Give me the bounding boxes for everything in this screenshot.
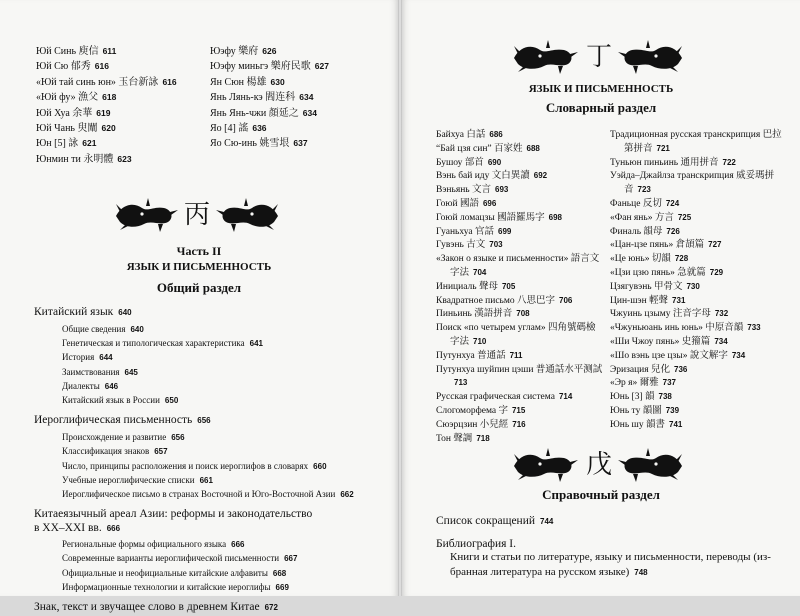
dict-entry [610, 363, 687, 377]
ref-section-title: Справочный раздел [542, 487, 660, 502]
index-entry-text: Юй Синь 庾信 [36, 46, 99, 57]
toc-sub-entry [62, 459, 327, 474]
dict-entry-cont-page: 704 [473, 268, 487, 277]
index-entry-page: 627 [314, 61, 329, 72]
toc-main-entry-text: Китаеязычный ареал Азии: реформы и законодательство [34, 508, 313, 521]
index-entry [36, 90, 116, 105]
dragon-ornament-bottom [510, 446, 686, 486]
dict-entry [610, 418, 682, 432]
dict-entry-text: Фаньце 反切 [610, 199, 662, 209]
index-entry-page: 618 [102, 92, 117, 103]
dict-entry [610, 197, 679, 211]
toc-main-entry [34, 412, 211, 429]
dict-entry [436, 211, 562, 225]
dict-entry [610, 294, 685, 308]
ornament-glyph: 戊 [586, 450, 613, 479]
toc-sub-entry-text: Общие сведения [62, 324, 126, 334]
dict-entry-text: «Чжуньюань инь юнь» 中原音韻 [610, 323, 744, 334]
dict-entry-page: 725 [677, 212, 692, 222]
index-entry-page: 626 [262, 46, 277, 56]
index-entry-page: 630 [270, 76, 285, 87]
toc-sub-entry-text: Китайский язык в России [62, 395, 160, 405]
dict-entry-page: 741 [669, 419, 683, 429]
dict-entry-page: 727 [708, 240, 722, 250]
dict-entry-page: 739 [665, 406, 680, 415]
dict-entry [610, 404, 679, 418]
dict-entry-cont-page: 713 [454, 378, 468, 388]
dict-entry [610, 321, 761, 335]
index-entry-page: 616 [94, 61, 109, 72]
dict-entry-text: «Цан-цзе пянь» 倉頡篇 [610, 240, 705, 251]
dict-entry [436, 252, 599, 266]
dict-entry [436, 225, 511, 239]
dict-entry-text: Тон 聲調 [436, 433, 473, 444]
dict-entry-cont [450, 335, 486, 349]
toc-sub-entry-text: История [62, 352, 95, 363]
abbrev-label: Список сокращений [436, 515, 536, 527]
dict-entry [610, 266, 723, 280]
dict-entry-text: Поиск «по четырем углам» 四角號碼檢 [436, 323, 596, 334]
dict-entry-text: Уэйда–Джайлза транскрипция 威妥瑪拼 [610, 171, 775, 182]
index-entry [210, 121, 267, 136]
dict-entry-page: 730 [686, 281, 700, 291]
abbrev-entry [436, 513, 553, 530]
index-entry-text: Янь Янь-чжи 顏延之 [210, 107, 299, 119]
dict-entry-cont [450, 376, 467, 390]
dict-entry [436, 404, 525, 418]
toc-sub-entry-text: Происхождение и развитие [62, 432, 167, 443]
dict-entry-page: 708 [516, 309, 530, 319]
index-entry-page: 621 [82, 138, 97, 149]
toc-sub-entry [62, 336, 263, 351]
dict-entry-text: Туньюн пиньинь 通用拼音 [610, 157, 719, 168]
index-entry-page: 623 [117, 153, 132, 164]
part-title: Часть II [176, 244, 222, 258]
index-entry-text: Янь Лянь-кэ 閻连科 [210, 92, 296, 104]
dict-entry-page: 714 [558, 392, 573, 402]
dict-entry-cont [450, 266, 486, 280]
dict-entry-text: «Шо вэнь цзе цзы» 說文解字 [610, 350, 728, 361]
dict-entry [610, 128, 782, 142]
dict-entry [610, 390, 672, 404]
dict-entry [610, 307, 728, 321]
toc-sub-entry-page: 669 [275, 582, 289, 592]
dict-entry-text: Путунхуа 普通話 [436, 350, 506, 361]
dict-entry-text: «Це юнь» 切韻 [610, 254, 671, 265]
index-entry-text: Юэфу 樂府 [210, 46, 259, 57]
dict-entry-text: Путунхуа шуйпин цэши 普通話水平测試 [436, 364, 603, 375]
biblio-line-2: бранная литература на русском языке) [450, 566, 630, 578]
dict-entry [436, 294, 572, 308]
ornament-glyph: 丁 [586, 42, 613, 71]
toc-sub-entry-text: Классификация знаков [62, 446, 150, 457]
dict-entry-page: 724 [665, 199, 680, 208]
dict-entry-cont-page: 723 [637, 185, 651, 195]
index-entry-text: Яо Сю-инь 姚雪垠 [210, 138, 290, 150]
dict-entry [436, 390, 572, 404]
dict-entry-page: 736 [674, 364, 688, 374]
left-page [0, 0, 398, 613]
toc-sub-entry [62, 566, 286, 581]
toc-main-entry-text: Иероглифическая письменность [34, 414, 193, 427]
dict-entry-text: Гоюй ломацзы 國語羅馬字 [436, 212, 545, 223]
dict-entry-page: 716 [512, 419, 526, 429]
toc-sub-entry [62, 537, 245, 552]
index-entry [210, 44, 276, 59]
dict-entry [610, 238, 721, 252]
dict-entry-text: Гуаньхуа 官話 [436, 226, 494, 237]
dict-entry [610, 225, 680, 239]
toc-sub-entry [62, 430, 185, 445]
toc-main-entry-cont-page: 666 [106, 524, 121, 534]
dict-entry-page: 738 [658, 392, 672, 402]
index-entry [210, 106, 317, 121]
dragon-ornament-left [112, 196, 282, 236]
dict-entry-page: 688 [526, 143, 540, 153]
toc-sub-entry-text: Иероглифическое письмо в странах Восточной и Юго-Восточной Азии [62, 489, 336, 499]
dict-entry-text: «Эр я» 爾雅 [610, 378, 659, 389]
dict-entry-cont-text: 第拼音 [624, 143, 653, 154]
dict-entry-page: 715 [511, 406, 526, 415]
dict-entry-page: 729 [709, 268, 724, 277]
dict-entry-page: 703 [489, 240, 503, 250]
toc-main-entry [34, 599, 278, 616]
dict-entry-page: 692 [533, 171, 548, 181]
toc-sub-entry [62, 487, 354, 502]
toc-sub-entry-page: 640 [130, 325, 144, 334]
index-entry-text: Юнмин ти 永明體 [36, 153, 114, 165]
toc-main-entry [34, 304, 132, 321]
dict-entry-text: Эризация 兒化 [610, 364, 670, 375]
ornament-glyph: 丙 [184, 200, 211, 229]
dict-entry-text: Гувэнь 古文 [436, 240, 486, 251]
dict-entry-page: 734 [714, 337, 728, 346]
toc-main-entry-text: Знак, текст и звучащее слово в древнем Китае [34, 601, 260, 613]
dict-entry [610, 156, 736, 170]
index-entry-text: «Юй фу» 漁父 [36, 92, 99, 104]
dict-entry-page: 698 [548, 212, 563, 222]
dict-entry [436, 432, 490, 446]
dict-entry-text: Русская графическая система [436, 392, 555, 403]
index-entry-text: «Юй тай синь юн» 玉台新詠 [36, 76, 159, 88]
dict-entry-text: Чжуинь цзыму 注音字母 [610, 309, 711, 320]
dict-entry [610, 169, 774, 183]
part-subtitle: ЯЗЫК И ПИСЬМЕННОСТЬ [126, 261, 272, 273]
dict-entry-text: Юнь [3] 韻 [610, 392, 655, 403]
dict-entry [610, 349, 745, 363]
dict-entry [436, 363, 602, 377]
toc-sub-entry [62, 350, 113, 365]
dict-entry-page: 711 [509, 350, 523, 360]
dict-entry-cont [624, 142, 670, 156]
dict-entry [610, 252, 688, 266]
dict-entry-page: 728 [674, 254, 689, 264]
abbrev-page: 744 [540, 517, 554, 526]
dict-entry-text: «Закон о языке и письменности» 語言文 [436, 254, 600, 265]
toc-sub-entry [62, 393, 178, 408]
dict-entry-text: Пиньинь 漢語拼音 [436, 309, 513, 320]
dict-entry [610, 280, 700, 294]
toc-sub-entry-page: 657 [154, 447, 168, 457]
dict-entry-page: 726 [666, 226, 680, 236]
index-entry [210, 136, 308, 151]
toc-sub-entry-text: Диалекты [62, 380, 100, 391]
toc-sub-entry-page: 650 [164, 396, 179, 405]
toc-sub-entry-text: Информационные технологии и китайские иероглифы [62, 581, 271, 592]
index-entry [36, 44, 116, 59]
index-entry [36, 152, 132, 167]
dict-entry-text: Бушоу 部首 [436, 157, 484, 168]
toc-sub-entry-text: Современные варианты иероглифической письменности [62, 553, 280, 564]
toc-sub-entry-page: 666 [231, 540, 245, 550]
dict-entry-text: «Ши Чжоу пянь» 史籀篇 [610, 337, 711, 347]
toc-main-entry-cont-text: в XX–XXI вв. [34, 522, 102, 535]
dict-entry-text: Юнь ту 韻圖 [610, 406, 662, 416]
toc-sub-entry-page: 644 [99, 353, 113, 363]
toc-sub-entry-text: Заимствования [62, 366, 120, 377]
index-entry-text: Юн [5] 詠 [36, 138, 79, 150]
toc-sub-entry-page: 656 [171, 433, 185, 443]
toc-sub-entry-text: Число, принципы расположения и поиск иероглифов в словарях [62, 460, 309, 471]
index-entry [36, 59, 109, 74]
index-entry [210, 90, 313, 105]
dict-entry-cont-text: 字法 [450, 268, 470, 278]
dict-entry-text: Юнь шу 韻書 [610, 419, 665, 430]
dict-entry-text: Сюэрцзин 小兒經 [436, 419, 509, 430]
dict-entry-text: Финаль 韻母 [610, 226, 663, 237]
dict-entry-text: “Бай цзя син” 百家姓 [436, 143, 523, 154]
toc-sub-entry [62, 379, 118, 394]
biblio-page: 748 [634, 568, 648, 577]
index-entry [36, 106, 110, 121]
section-title: Словарный раздел [545, 100, 657, 115]
toc-sub-entry-text: Учебные иероглифические списки [62, 474, 195, 485]
toc-sub-entry-text: Генетическая и типологическая характеристика [62, 338, 245, 349]
dict-entry [436, 128, 503, 142]
dict-entry-page: 718 [476, 433, 490, 443]
index-entry [36, 136, 96, 151]
dict-entry [436, 238, 503, 252]
index-entry-page: 636 [252, 123, 267, 133]
toc-sub-entry [62, 580, 289, 595]
dict-entry [610, 376, 676, 390]
toc-sub-entry [62, 322, 144, 337]
dict-entry-text: «Цзи цзю пянь» 急就篇 [610, 268, 706, 278]
index-entry-page: 616 [162, 76, 177, 87]
biblio-entry-line-2 [450, 565, 648, 580]
dict-entry [436, 169, 547, 183]
toc-sub-entry [62, 551, 297, 566]
index-entry-text: Юй Хуа 余華 [36, 107, 93, 119]
dict-entry-text: Традиционная русская транскрипция 巴拉 [610, 130, 782, 140]
index-entry-page: 634 [302, 107, 317, 118]
dict-entry-page: 699 [498, 226, 512, 236]
dict-entry [436, 418, 526, 432]
dict-entry-page: 731 [672, 295, 686, 305]
dict-entry-text: Байхуа 白話 [436, 130, 486, 140]
toc-main-entry-text: Китайский язык [34, 306, 114, 318]
index-entry-page: 619 [96, 107, 111, 118]
toc-main-entry-page: 640 [118, 308, 132, 317]
biblio-line-1: Книги и статьи по литературе, языку и письменности, переводы (из- [450, 551, 771, 563]
dict-entry-page: 706 [559, 295, 573, 305]
toc-sub-entry-page: 668 [272, 568, 287, 578]
dict-entry [436, 280, 515, 294]
dict-entry-text: Слогоморфема 字 [436, 406, 508, 416]
toc-sub-entry-page: 641 [249, 339, 264, 349]
index-entry [36, 121, 116, 136]
dict-entry-cont-text: 音 [624, 185, 634, 196]
toc-sub-entry-text: Региональные формы официального языка [62, 539, 227, 550]
dict-entry-text: Цзягувэнь 甲骨文 [610, 281, 683, 292]
index-entry-text: Яо [4] 謠 [210, 123, 249, 134]
dict-entry [436, 307, 530, 321]
toc-main-entry-page: 672 [264, 603, 278, 612]
toc-main-entry-page: 656 [197, 416, 211, 426]
dict-entry-page: 722 [722, 157, 736, 167]
dict-entry [610, 335, 728, 349]
index-entry [36, 75, 177, 90]
dict-entry [436, 156, 501, 170]
dict-entry-text: Гоюй 國語 [436, 199, 479, 209]
dict-entry-text: Инициаль 聲母 [436, 281, 498, 292]
toc-sub-entry-page: 667 [284, 554, 298, 564]
dragon-ornament-top [510, 38, 686, 78]
index-entry-page: 634 [299, 92, 314, 103]
index-entry [210, 59, 329, 74]
dict-entry-page: 733 [747, 323, 761, 333]
toc-sub-entry [62, 365, 138, 380]
section-title: Общий раздел [156, 280, 242, 295]
biblio-label: Библиография I. [436, 538, 517, 550]
dict-entry [436, 197, 496, 211]
index-entry [210, 75, 285, 90]
toc-sub-entry-page: 646 [104, 381, 119, 391]
dict-entry-cont [624, 183, 651, 197]
index-entry-text: Юй Чань 臾闡 [36, 123, 98, 134]
index-entry-text: Юй Сю 郁秀 [36, 61, 91, 73]
dict-entry-text: Квадратное письмо 八思巴字 [436, 295, 556, 306]
dict-entry [610, 211, 691, 225]
dict-entry-cont-text: 字法 [450, 337, 470, 347]
dict-entry-page: 690 [487, 157, 502, 167]
dict-entry [436, 349, 522, 363]
index-entry-page: 620 [101, 123, 116, 133]
toc-sub-entry-page: 661 [199, 475, 213, 485]
dict-entry [436, 321, 596, 335]
dict-entry-text: Вэнь бай иду 文白異讀 [436, 171, 530, 182]
dict-entry-page: 696 [482, 199, 497, 208]
dict-entry-page: 705 [501, 281, 516, 291]
dict-entry-page: 732 [714, 309, 729, 319]
toc-sub-entry-page: 662 [340, 490, 354, 499]
toc-main-entry-cont [34, 520, 120, 537]
toc-sub-entry-text: Официальные и неофициальные китайские алфавиты [62, 567, 268, 578]
dict-entry-text: Цин-шэн 輕聲 [610, 295, 669, 306]
toc-sub-entry-page: 645 [124, 367, 138, 377]
dict-entry-page: 686 [489, 130, 503, 139]
dict-entry-page: 693 [495, 185, 509, 195]
toc-sub-entry [62, 473, 213, 488]
dict-entry-text: «Фан янь» 方言 [610, 212, 674, 223]
dict-entry [436, 183, 508, 197]
dict-entry-text: Вэньянь 文言 [436, 185, 491, 196]
dict-entry [436, 142, 540, 156]
dict-entry-page: 734 [731, 350, 746, 360]
dict-entry-page: 737 [662, 378, 677, 388]
right-page [402, 0, 800, 596]
toc-sub-entry [62, 444, 168, 459]
dict-entry-cont-page: 710 [473, 337, 487, 346]
index-entry-text: Ян Сюн 楊雄 [210, 76, 267, 88]
index-entry-page: 611 [102, 46, 117, 56]
part-subtitle: ЯЗЫК И ПИСЬМЕННОСТЬ [528, 83, 674, 95]
index-entry-text: Юэфу миньгэ 樂府民歌 [210, 61, 311, 73]
toc-sub-entry-page: 660 [313, 461, 327, 471]
dict-entry-cont-page: 721 [656, 143, 670, 153]
index-entry-page: 637 [293, 138, 308, 149]
